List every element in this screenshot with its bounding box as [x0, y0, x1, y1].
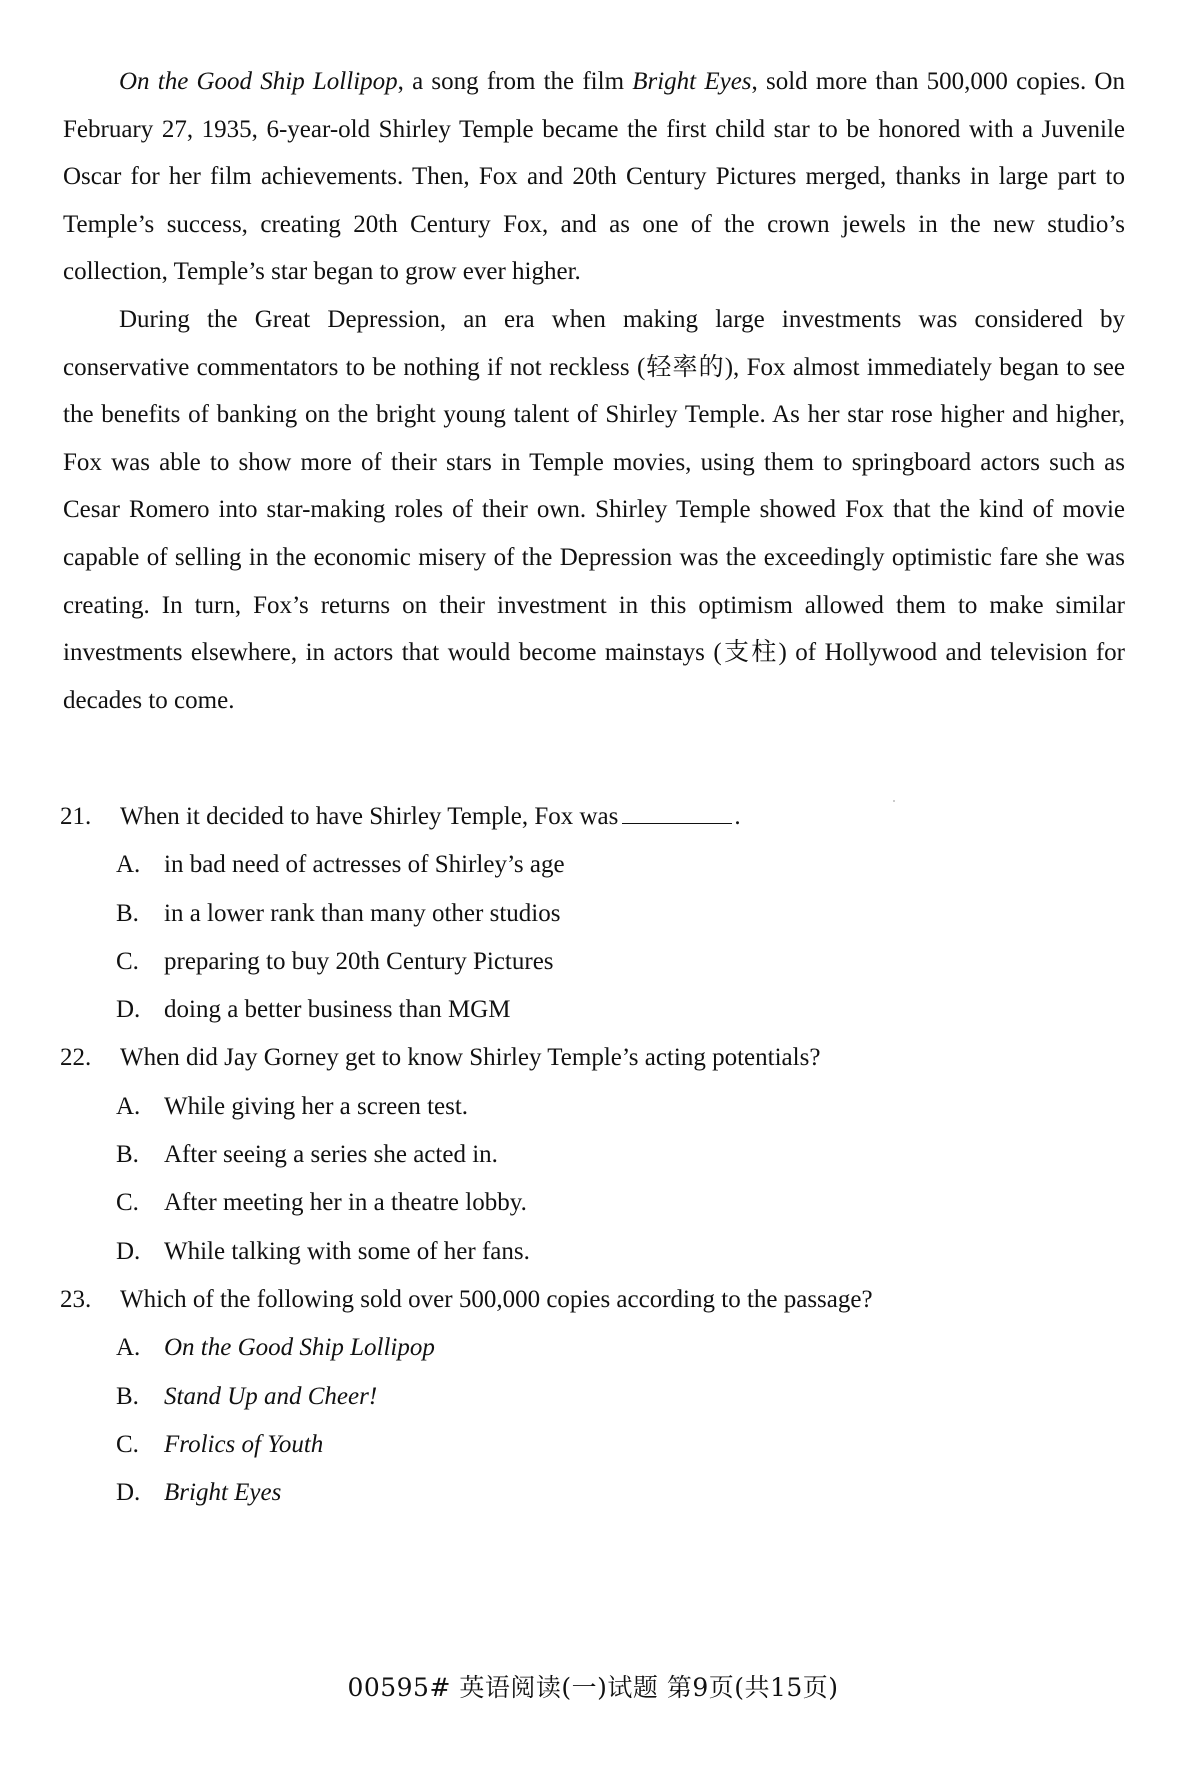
song-title: On the Good Ship Lollipop: [119, 68, 398, 95]
answer-blank[interactable]: [622, 801, 732, 824]
option-21-a[interactable]: [60, 841, 1130, 889]
option-letter: C.: [116, 1430, 139, 1458]
option-letter: C.: [116, 947, 139, 975]
option-21-b[interactable]: [60, 890, 1130, 938]
question-number: 22.: [60, 1044, 92, 1072]
passage-text: , sold more than 500,000 copies. On February 27, 1935, 6-year-old Shirley Temple became the first child star to be honored with a Juvenile Oscar for her film achievements. Then, Fox and 20th Century Pictures merged, thanks in large part to Temple’s success, creating 20th Century Fox, and as one of the crown jewels in the new studio’s collection, Temple’s star began to grow ever higher.: [63, 68, 1125, 286]
option-text: doing a better business than MGM: [164, 996, 511, 1024]
option-22-a[interactable]: [60, 1083, 1130, 1131]
option-letter: D.: [116, 1237, 141, 1265]
question-number: 21.: [60, 803, 92, 830]
option-letter: A.: [116, 1092, 141, 1120]
option-text: On the Good Ship Lollipop: [164, 1334, 435, 1362]
question-number: 23.: [60, 1285, 92, 1313]
option-23-b[interactable]: [60, 1373, 1130, 1421]
option-letter: A.: [116, 1334, 141, 1362]
option-text: After seeing a series she acted in.: [164, 1141, 498, 1169]
option-text: in a lower rank than many other studios: [164, 899, 561, 927]
passage-text: , a song from the film: [397, 68, 633, 95]
option-22-b[interactable]: [60, 1131, 1130, 1179]
question-stem: When did Jay Gorney get to know Shirley Temple’s acting potentials?: [120, 1044, 821, 1072]
passage-paragraph-2: During the Great Depression, an era when making large investments was considered by conservative commentators to be nothing if not reckless (轻率的), Fox almost immediately began to see the benefits of banking on the bright young talent of Shirley Temple. As her star rose higher and higher, Fox was able to show more of their stars in Temple movies, using them to springboard actors such as Cesar Romero into star-making roles of their own. Shirley Temple showed Fox that the kind of movie capable of selling in the economic misery of the Depression was the exceedingly optimistic fare she was creating. In turn, Fox’s returns on their investment in this optimism allowed them to make similar investments elsewhere, in actors that would become mainstays (支柱) of Hollywood and television for decades to come.: [63, 305, 1125, 714]
question-stem: Which of the following sold over 500,000 copies according to the passage?: [120, 1285, 873, 1313]
question-list: [60, 793, 1130, 1517]
option-letter: A.: [116, 851, 141, 879]
option-text: in bad need of actresses of Shirley’s age: [164, 851, 565, 879]
passage-paragraph-1: [63, 58, 1125, 296]
reading-passage: [63, 58, 1125, 724]
option-letter: B.: [116, 1141, 139, 1169]
option-letter: D.: [116, 996, 141, 1024]
option-22-c[interactable]: [60, 1179, 1130, 1227]
option-21-c[interactable]: [60, 938, 1130, 986]
question-stem: When it decided to have Shirley Temple, Fox was: [120, 803, 619, 830]
option-text: Bright Eyes: [164, 1479, 282, 1507]
question-22: [60, 1034, 1130, 1082]
question-stem-end: .: [734, 803, 741, 830]
page-footer: 00595# 英语阅读(一)试题 第9页(共15页): [347, 1673, 839, 1702]
option-23-c[interactable]: [60, 1421, 1130, 1469]
option-text: After meeting her in a theatre lobby.: [164, 1189, 527, 1217]
question-21: [60, 793, 1130, 841]
option-text: While talking with some of her fans.: [164, 1237, 530, 1265]
option-22-d[interactable]: [60, 1228, 1130, 1276]
option-text: preparing to buy 20th Century Pictures: [164, 947, 554, 975]
option-text: Stand Up and Cheer!: [164, 1382, 378, 1410]
option-21-d[interactable]: [60, 986, 1130, 1034]
option-23-a[interactable]: [60, 1324, 1130, 1372]
option-23-d[interactable]: [60, 1469, 1130, 1517]
film-title: Bright Eyes: [632, 68, 752, 95]
option-letter: B.: [116, 899, 139, 927]
option-text: Frolics of Youth: [164, 1430, 324, 1458]
option-letter: B.: [116, 1382, 139, 1410]
question-23: [60, 1276, 1130, 1324]
option-text: While giving her a screen test.: [164, 1092, 469, 1120]
option-letter: C.: [116, 1189, 139, 1217]
option-letter: D.: [116, 1479, 141, 1507]
